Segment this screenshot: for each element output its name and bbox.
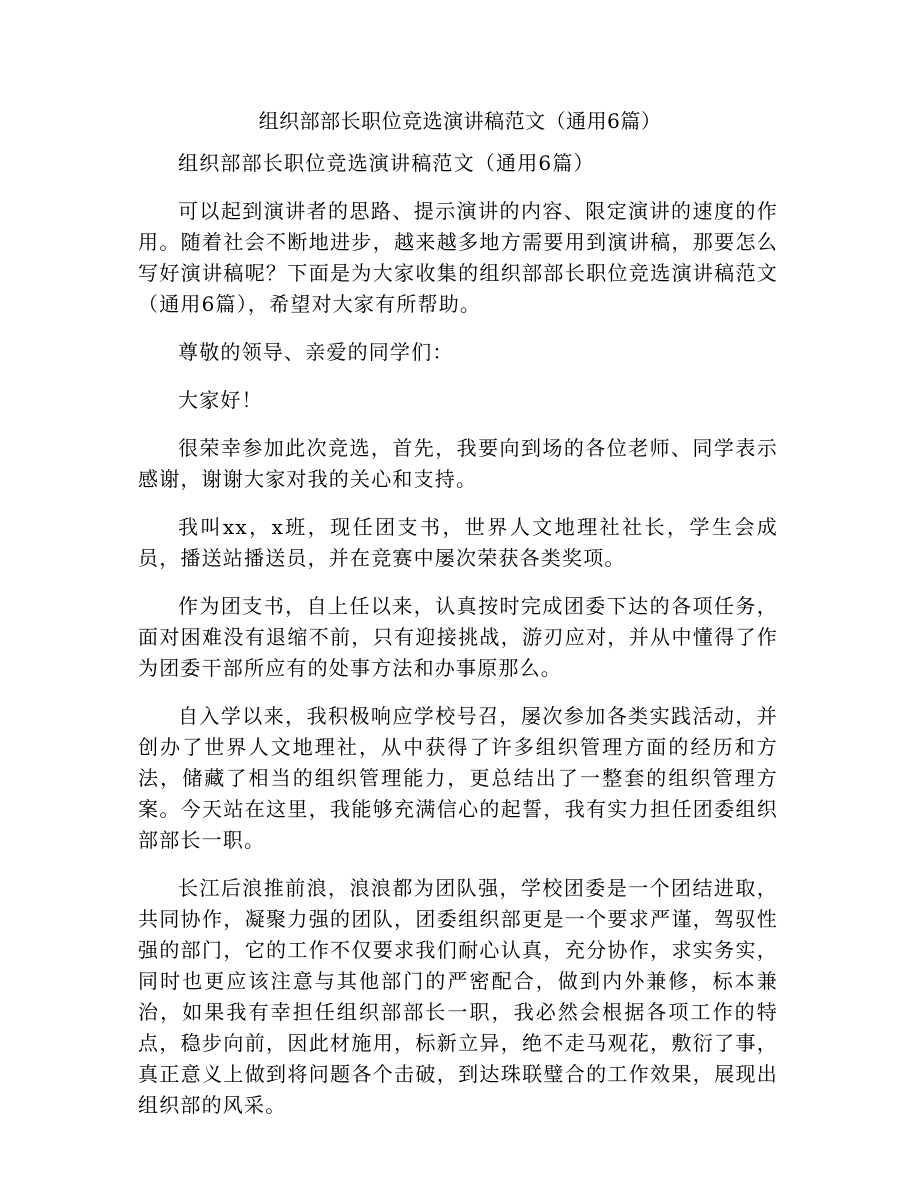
paragraph-achievements: 自入学以来，我积极响应学校号召，屡次参加各类实践活动，并创办了世界人文地理社，从中获得了许多组织管理方面的经历和方法，储藏了相当的组织管理能力，更总结出了一整套的组织管理方案。今天站在这里，我能够充满信心的起誓，我有实力担任团委组织部部长一职。 xyxy=(138,704,778,852)
paragraph-subtitle: 组织部部长职位竞选演讲稿范文（通用6篇） xyxy=(178,151,595,175)
paragraph-salutation: 尊敬的领导、亲爱的同学们： xyxy=(178,340,454,364)
paragraph-self-intro: 我叫xx，x班，现任团支书，世界人文地理社社长，学生会成员，播送站播送员，并在竞赛中屡次荣获各类奖项。 xyxy=(138,515,778,570)
paragraph-thanks: 很荣幸参加此次竞选，首先，我要向到场的各位老师、同学表示感谢，谢谢大家对我的关心和支持。 xyxy=(138,436,778,491)
paragraph-intro: 可以起到演讲者的思路、提示演讲的内容、限定演讲的速度的作用。随着社会不断地进步，越来越多地方需要用到演讲稿，那要怎么写好演讲稿呢？下面是为大家收集的组织部部长职位竞选演讲稿范文（通用6篇），希望对大家有所帮助。 xyxy=(138,199,778,316)
document-body xyxy=(138,148,778,1138)
document-title: 组织部部长职位竞选演讲稿范文（通用6篇） xyxy=(258,109,662,133)
paragraph-experience: 作为团支书，自上任以来，认真按时完成团委下达的各项任务，面对困难没有退缩不前，只有迎接挑战，游刃应对，并从中懂得了作为团委干部所应有的处事方法和办事原那么。 xyxy=(138,594,778,680)
paragraph-greeting: 大家好！ xyxy=(178,388,263,412)
paragraph-commitment: 长江后浪推前浪，浪浪都为团队强，学校团委是一个团结进取，共同协作，凝聚力强的团队，团委组织部更是一个要求严谨，驾驭性强的部门，它的工作不仅要求我们耐心认真，充分协作，求实务实，同时也更应该注意与其他部门的严密配合，做到内外兼修，标本兼治，如果我有幸担任组织部部长一职，我必然会根据各项工作的特点，稳步向前，因此材施用，标新立异，绝不走马观花，敷衍了事，真正意义上做到将问题各个击破，到达珠联璧合的工作效果，展现出组织部的风采。 xyxy=(138,876,778,1117)
